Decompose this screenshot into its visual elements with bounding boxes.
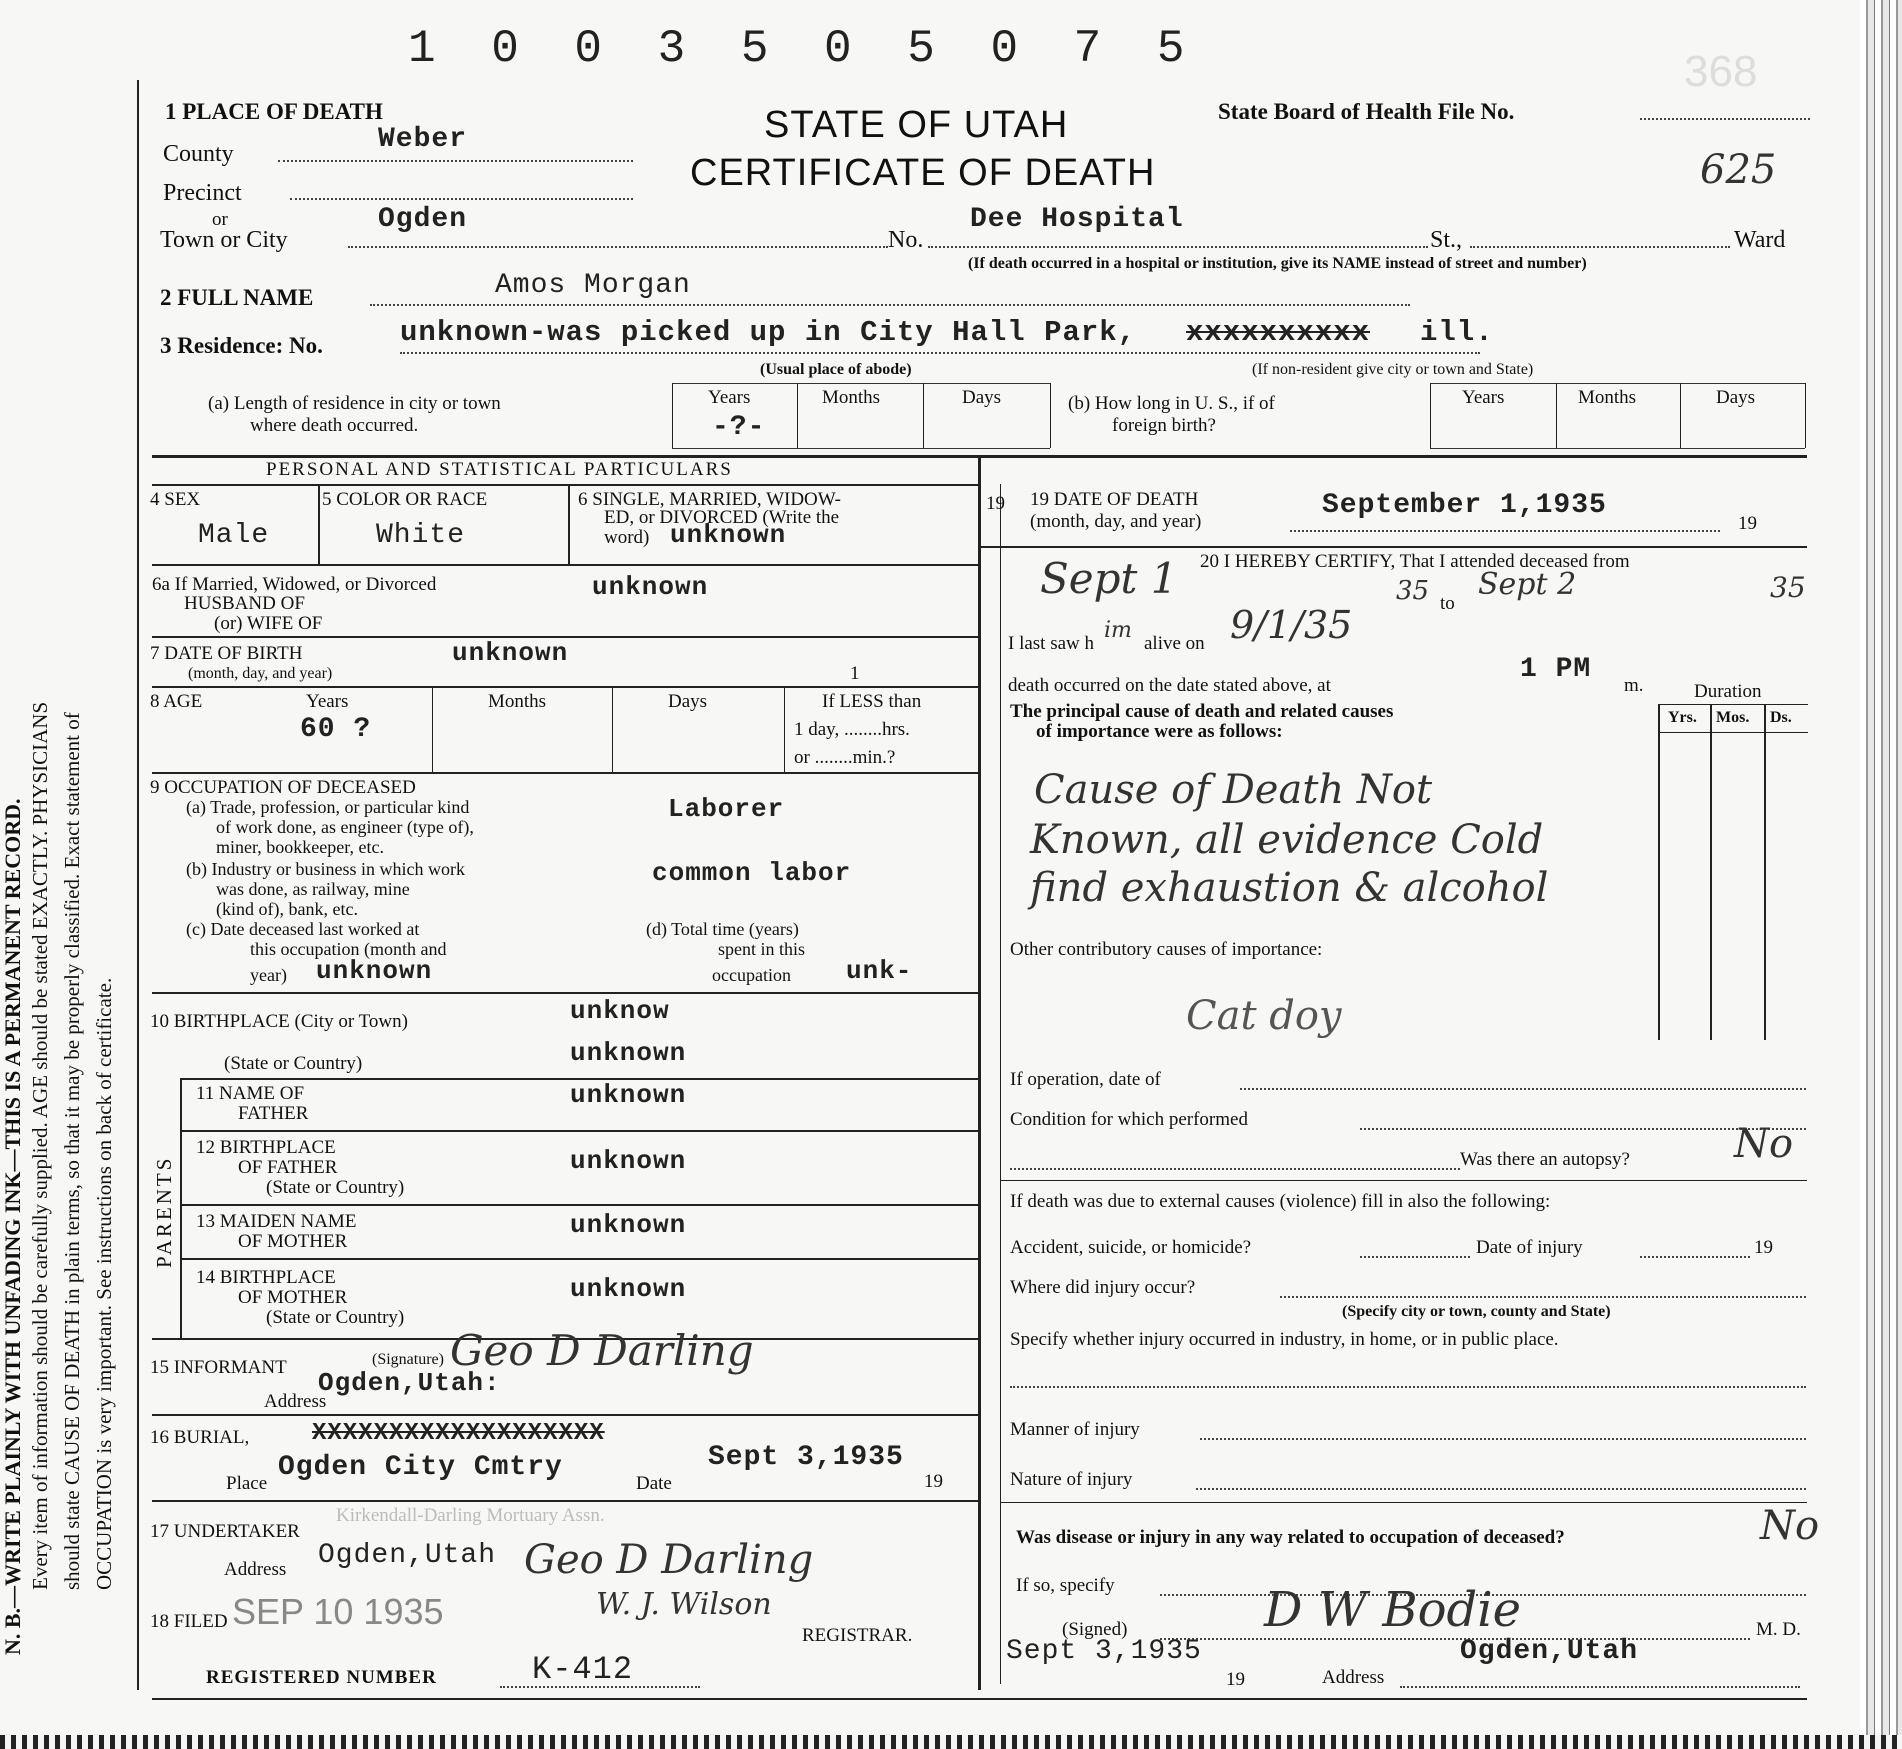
file-number-value: 625 (1700, 147, 1777, 193)
less-than-label-3: or ........min.? (794, 747, 896, 768)
date-of-death-number: 19 (986, 493, 1005, 514)
town-label: Town or City (160, 227, 288, 253)
full-name-value: Amos Morgan (495, 270, 691, 301)
less-than-label-2: 1 day, ........hrs. (794, 719, 910, 740)
sex-divider (318, 484, 320, 564)
autopsy-label: Was there an autopsy? (1460, 1149, 1630, 1170)
undertaker-stamp: Kirkendall-Darling Mortuary Assn. (336, 1505, 605, 1526)
informant-signature: Geo D Darling (450, 1326, 754, 1375)
age-value: 60 ? (300, 714, 372, 745)
occupation-related-value: No (1760, 1503, 1820, 1549)
parents-bracket (180, 1078, 182, 1338)
row-rule-informant (152, 1414, 978, 1416)
mother-name-label-2: OF MOTHER (238, 1231, 348, 1252)
age-divider (784, 686, 785, 772)
attended-from-year: 35 (1396, 576, 1430, 606)
physician-address-line (1400, 1686, 1800, 1688)
color-label: 5 COLOR OR RACE (322, 489, 488, 510)
injury-place-type-line (1010, 1386, 1806, 1388)
injury-year-prefix: 19 (1754, 1237, 1773, 1258)
row-rule-occupation (152, 992, 978, 994)
condition-label: Condition for which performed (1010, 1109, 1248, 1130)
certify-label: 20 I HEREBY CERTIFY, That I attended deceased from (1200, 551, 1630, 572)
cause-label-2: of importance were as follows: (1036, 721, 1283, 742)
file-number-line (1640, 118, 1810, 120)
age-days-label: Days (668, 691, 708, 712)
burial-label: 16 BURIAL, (150, 1427, 250, 1448)
birthplace-state-label: (State or Country) (224, 1053, 363, 1074)
frame-left-border (137, 80, 139, 1690)
file-number-label: State Board of Health File No. (1218, 99, 1515, 124)
burial-year-prefix: 19 (924, 1471, 943, 1492)
personal-heading-rule (152, 484, 978, 486)
filed-label: 18 FILED (150, 1611, 228, 1632)
row-rule-dob (152, 686, 978, 688)
right-column-inner-border (1000, 484, 1001, 1684)
last-saw-label: I last saw h (1008, 633, 1095, 654)
side-note-line-2: Every item of information should be carefully supplied. AGE should be stated EXACTLY. PHYSICIANS (28, 701, 52, 1590)
certificate-title-state: STATE OF UTAH (764, 104, 1069, 146)
us-box-divider (1556, 383, 1557, 448)
main-grid-bottom-border (152, 1698, 1807, 1700)
burial-date-label: Date (636, 1473, 672, 1494)
residence-label: 3 Residence: No. (160, 333, 323, 358)
us-box-divider (1430, 383, 1431, 448)
if-so-specify-label: If so, specify (1016, 1575, 1115, 1596)
marital-value: unknown (670, 520, 787, 550)
marital-label-2: ED, or DIVORCED (Write the (604, 507, 840, 528)
certification-date-value: Sept 3,1935 (1006, 1636, 1202, 1667)
row-rule-burial (152, 1500, 978, 1502)
alive-on-label: alive on (1144, 633, 1205, 654)
occupation-a-label-3: miner, bookkeeper, etc. (216, 837, 384, 857)
informant-address-label: Address (264, 1391, 327, 1412)
sex-label: 4 SEX (150, 489, 201, 510)
residence-struck-text: xxxxxxxxxx (1186, 316, 1371, 349)
filed-stamp: SEP 10 1935 (232, 1591, 444, 1632)
dob-value: unknown (452, 638, 569, 668)
residence-years-label: Years (708, 387, 751, 408)
registrar-signature: W. J. Wilson (596, 1587, 772, 1622)
father-name-label-2: FATHER (238, 1103, 309, 1124)
accident-line (1360, 1256, 1470, 1258)
external-causes-label: If death was due to external causes (violence) fill in also the following: (1010, 1191, 1551, 1212)
occupation-b-label-2: was done, as railway, mine (216, 879, 410, 899)
mother-birthplace-value: unknown (570, 1274, 687, 1304)
date-of-death-line (1290, 530, 1720, 532)
us-box-top (1430, 383, 1805, 384)
us-length-label-1: (b) How long in U. S., if of (1068, 393, 1275, 414)
burial-struck-text: XXXXXXXXXXXXXXXXXXX (312, 1420, 605, 1447)
or-label: or (212, 209, 228, 230)
spouse-value: unknown (592, 572, 709, 602)
side-note-line-4: OCCUPATION is very important. See instructions on back of certificate. (92, 977, 116, 1590)
death-time-value: 1 PM (1520, 654, 1592, 685)
dob-sublabel: (month, day, and year) (188, 665, 333, 682)
nature-of-injury-line (1196, 1488, 1806, 1490)
injury-location-note: (Specify city or town, county and State) (1342, 1303, 1611, 1320)
cause-label-1: The principal cause of death and related causes (1010, 701, 1394, 722)
injury-place-type-label: Specify whether injury occurred in industry, in home, or in public place. (1010, 1329, 1559, 1350)
father-birthplace-label-1: 12 BIRTHPLACE (196, 1137, 336, 1158)
residence-line (400, 352, 1480, 354)
autopsy-line (1010, 1168, 1460, 1170)
personal-heading: PERSONAL AND STATISTICAL PARTICULARS (266, 459, 733, 480)
accident-label: Accident, suicide, or homicide? (1010, 1237, 1252, 1258)
registered-number-label: REGISTERED NUMBER (206, 1667, 437, 1688)
attended-to-year: 35 (1770, 571, 1806, 604)
burial-place-label: Place (226, 1473, 268, 1494)
occupation-a-label-2: of work done, as engineer (type of), (216, 817, 474, 837)
physician-address-label: Address (1322, 1667, 1385, 1688)
injury-date-line (1640, 1256, 1750, 1258)
residence-length-label-2: where death occurred. (250, 415, 419, 436)
occupation-related-label: Was disease or injury in any way related to occupation of deceased? (1016, 1527, 1565, 1548)
last-saw-value: 9/1/35 (1230, 603, 1353, 647)
residence-months-label: Months (822, 387, 881, 408)
row-rule-date-of-death (978, 546, 1807, 548)
row-rule-father-birthplace (180, 1204, 978, 1206)
signed-label: (Signed) (1062, 1619, 1128, 1640)
birthplace-label: 10 BIRTHPLACE (City or Town) (150, 1011, 408, 1032)
registrar-label: REGISTRAR. (802, 1625, 913, 1646)
duration-label: Duration (1694, 681, 1762, 702)
death-time-label: death occurred on the date stated above, at (1008, 675, 1331, 696)
residence-state-value: ill. (1420, 316, 1494, 349)
attended-to-value: Sept 2 (1478, 567, 1577, 602)
informant-signature-label: (Signature) (372, 1351, 444, 1368)
us-length-label-2: foreign birth? (1112, 415, 1216, 436)
precinct-label: Precinct (163, 180, 242, 206)
row-rule-father (180, 1130, 978, 1132)
town-line (348, 246, 888, 248)
undertaker-label: 17 UNDERTAKER (150, 1521, 300, 1542)
residence-length-label-1: (a) Length of residence in city or town (208, 393, 501, 414)
duration-header-bottom (1658, 732, 1808, 733)
residence-box-divider (672, 383, 673, 448)
no-label: No. (888, 227, 924, 253)
attended-to-label: to (1440, 593, 1455, 614)
certification-year-prefix: 19 (1226, 1669, 1245, 1690)
physician-signature: D W Bodie (1264, 1582, 1521, 1638)
last-saw-pronoun: im (1104, 618, 1132, 643)
color-divider (568, 484, 570, 564)
injury-date-label: Date of injury (1476, 1237, 1583, 1258)
street-line (1470, 246, 1730, 248)
occupation-c-value: unknown (316, 956, 433, 986)
nature-of-injury-label: Nature of injury (1010, 1469, 1133, 1490)
date-of-death-value: September 1,1935 (1322, 490, 1607, 521)
operation-date-label: If operation, date of (1010, 1069, 1161, 1090)
us-box-bottom (1430, 448, 1805, 449)
county-value: Weber (378, 124, 468, 155)
number-line (928, 246, 1428, 248)
certificate-title: CERTIFICATE OF DEATH (690, 152, 1156, 194)
cause-line-3: find exhaustion & alcohol (1030, 865, 1549, 911)
duration-column-divider (1764, 704, 1766, 1040)
precinct-line (290, 198, 633, 200)
hospital-note: (If death occurred in a hospital or institution, give its NAME instead of street and number) (968, 255, 1587, 272)
side-note-ink-warning: N. B.—WRITE PLAINLY WITH UNFADING INK—THIS IS A PERMANENT RECORD. (0, 798, 25, 1655)
other-causes-label: Other contributory causes of importance: (1010, 939, 1323, 960)
undertaker-address-label: Address (224, 1559, 287, 1580)
undertaker-address-value: Ogden,Utah (318, 1540, 497, 1571)
us-box-divider (1680, 383, 1681, 448)
mother-birthplace-label-1: 14 BIRTHPLACE (196, 1267, 336, 1288)
injury-location-label: Where did injury occur? (1010, 1277, 1196, 1298)
perforated-bottom-edge (0, 1735, 1902, 1749)
autopsy-value: No (1734, 1121, 1794, 1167)
place-of-death-heading: 1 PLACE OF DEATH (165, 99, 383, 124)
cause-line-2: Known, all evidence Cold (1030, 817, 1544, 863)
page-stack-edge (1860, 0, 1902, 1749)
father-birthplace-label-2: OF FATHER (238, 1157, 338, 1178)
father-name-label-1: 11 NAME OF (196, 1083, 305, 1104)
occupation-b-label-3: (kind of), bank, etc. (216, 899, 358, 919)
spouse-label-1: 6a If Married, Widowed, or Divorced (152, 574, 437, 595)
spouse-label-2: HUSBAND OF (184, 593, 305, 614)
faint-stamp-number: 368 (1684, 47, 1758, 96)
hospital-value: Dee Hospital (970, 204, 1184, 235)
side-note-line-3: should state CAUSE OF DEATH in plain terms, so that it may be properly classified. Exact statement of (60, 712, 84, 1590)
sex-value: Male (198, 520, 270, 551)
marital-label-1: 6 SINGLE, MARRIED, WIDOW- (578, 489, 841, 510)
duration-years-label: Yrs. (1668, 709, 1697, 726)
duration-column-divider (1710, 704, 1712, 1040)
full-name-label: 2 FULL NAME (160, 285, 314, 310)
serial-number: 1 0 0 3 5 0 5 0 7 5 (408, 23, 1199, 75)
age-divider (612, 686, 613, 772)
manner-of-injury-label: Manner of injury (1010, 1419, 1140, 1440)
ward-label: Ward (1734, 227, 1786, 253)
burial-place-value: Ogden City Cmtry (278, 1452, 563, 1483)
county-line (278, 160, 633, 162)
residence-box-bottom (672, 448, 1050, 449)
duration-months-label: Mos. (1716, 709, 1750, 726)
operation-date-line (1240, 1088, 1806, 1090)
registered-number-value: K-412 (532, 1651, 634, 1688)
occupation-c-label-1: (c) Date deceased last worked at (186, 919, 420, 939)
birthplace-city-value: unknow (570, 996, 670, 1026)
injury-location-line (1280, 1296, 1806, 1298)
occupation-c-label-2: this occupation (month and (250, 939, 447, 959)
informant-label: 15 INFORMANT (150, 1357, 287, 1378)
marital-label-3: word) (604, 527, 650, 548)
residence-value: unknown-was picked up in City Hall Park, (400, 316, 1137, 349)
duration-days-label: Ds. (1770, 709, 1792, 726)
us-months-label: Months (1578, 387, 1637, 408)
occupation-c-label-3: year) (250, 965, 287, 985)
residence-box-divider (797, 383, 798, 448)
age-months-label: Months (488, 691, 547, 712)
md-label: M. D. (1756, 1619, 1801, 1640)
birthplace-state-value: unknown (570, 1038, 687, 1068)
residence-box-divider (1050, 383, 1051, 448)
physician-address-value: Ogden,Utah (1460, 1636, 1639, 1667)
occupation-d-label-2: spent in this (718, 939, 806, 959)
date-of-death-label: 19 DATE OF DEATH (1030, 489, 1199, 510)
row-rule-autopsy (1000, 1180, 1807, 1181)
row-rule-injury (1000, 1502, 1807, 1503)
dob-label: 7 DATE OF BIRTH (150, 643, 303, 664)
other-causes-value: Cat doy (1186, 993, 1342, 1039)
date-of-death-year-prefix: 19 (1738, 513, 1757, 534)
age-label: 8 AGE (150, 691, 203, 712)
occupation-b-value: common labor (652, 858, 852, 888)
main-grid-center-divider (978, 455, 981, 1690)
occupation-d-label-3: occupation (712, 965, 791, 985)
burial-date-value: Sept 3,1935 (708, 1442, 904, 1473)
non-resident-note: (If non-resident give city or town and State) (1252, 361, 1534, 378)
occupation-heading: 9 OCCUPATION OF DECEASED (150, 777, 416, 798)
mother-name-label-1: 13 MAIDEN NAME (196, 1211, 357, 1232)
father-birthplace-value: unknown (570, 1146, 687, 1176)
death-time-m-label: m. (1624, 675, 1644, 696)
residence-box-divider (923, 383, 924, 448)
us-years-label: Years (1462, 387, 1505, 408)
attended-from-value: Sept 1 (1040, 554, 1178, 603)
usual-abode-note: (Usual place of abode) (760, 361, 912, 378)
residence-days-label: Days (962, 387, 1002, 408)
full-name-line (370, 304, 1410, 306)
mother-birthplace-label-3: (State or Country) (266, 1307, 405, 1328)
parents-label: PARENTS (152, 1155, 176, 1268)
age-years-label: Years (306, 691, 349, 712)
occupation-d-label-1: (d) Total time (years) (646, 919, 799, 939)
father-birthplace-label-3: (State or Country) (266, 1177, 405, 1198)
occupation-b-label-1: (b) Industry or business in which work (186, 859, 465, 879)
us-days-label: Days (1716, 387, 1756, 408)
mother-name-value: unknown (570, 1210, 687, 1240)
residence-box-top (672, 383, 1050, 384)
dob-mark: 1 (850, 663, 860, 684)
row-rule-sex (152, 564, 978, 566)
date-of-death-sublabel: (month, day, and year) (1030, 511, 1202, 532)
us-box-divider (1805, 383, 1806, 448)
age-divider (432, 686, 433, 772)
occupation-a-value: Laborer (668, 794, 785, 824)
mother-birthplace-label-2: OF MOTHER (238, 1287, 348, 1308)
duration-column-divider (1658, 704, 1660, 1040)
informant-address-value: Ogden,Utah: (318, 1368, 501, 1398)
undertaker-signature: Geo D Darling (524, 1537, 814, 1583)
occupation-d-value: unk- (846, 956, 913, 986)
residence-years-value: -?- (712, 412, 766, 443)
duration-header-top (1658, 704, 1808, 705)
cause-line-1: Cause of Death Not (1034, 767, 1433, 813)
county-label: County (163, 141, 234, 167)
less-than-label-1: If LESS than (822, 691, 922, 712)
row-rule-mother (180, 1258, 978, 1260)
manner-of-injury-line (1200, 1438, 1806, 1440)
father-name-value: unknown (570, 1080, 687, 1110)
street-label: St., (1430, 227, 1463, 253)
spouse-label-3: (or) WIFE OF (214, 613, 323, 634)
town-value: Ogden (378, 204, 468, 235)
color-value: White (376, 520, 466, 551)
row-rule-age (152, 772, 978, 774)
occupation-a-label-1: (a) Trade, profession, or particular kind (186, 797, 470, 817)
signature-line (1160, 1638, 1750, 1640)
